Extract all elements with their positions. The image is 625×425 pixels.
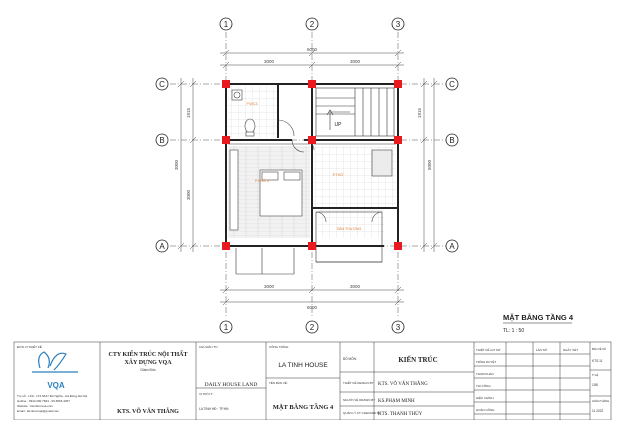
step-completion: HOÀN CÔNG [476,408,495,412]
grid-bubble-left-b [156,134,168,146]
column-c1 [222,80,230,88]
sink-icon [232,90,242,100]
room-label-bedroom: P.NGỦ 5 [255,179,269,183]
grid-label: B [449,136,455,145]
grid-label: A [449,242,455,251]
grid-label: 3 [395,20,401,29]
altar-icon [372,150,392,176]
column-b2 [308,136,316,144]
director-name: KTS. VÕ VĂN THẮNG [117,409,179,415]
discipline-label: BỘ MÔN: [343,357,357,361]
company-name-line2: XÂY DỰNG VQA [124,360,172,366]
plan-scale: TL: 1 : 50 [503,328,525,334]
step-approval: TRÌNH DUYỆT [476,360,497,364]
step-reference: THAM KHẢO [476,372,494,376]
column-c2 [308,80,316,88]
toilet-icon [245,119,255,133]
dimension-left-lower: 3000 [174,159,179,171]
discipline-value: KIẾN TRÚC [398,356,438,364]
company-address: Trụ sở : LK9 - LT2 6&17 Đô Nghĩa - Hà Đông-Hà Nội [17,394,88,398]
grid-label: 1 [223,20,229,29]
company-email: Email : kientrucvqa@gmail.com [17,409,60,413]
grid-label: B [159,136,165,145]
terrace-floor [318,210,384,238]
location-value: LA TINH HĐ · TP.HN [199,407,229,411]
unit-label: ĐƠN VỊ THIẾT KẾ [17,345,42,349]
step-construction: THI CÔNG [476,384,491,388]
column-b3 [394,136,402,144]
dimension-bottom-left: 3000 [263,284,275,289]
title-block [14,342,611,420]
grid-bubble-right-a [446,240,458,252]
company-logo-icon [32,352,78,372]
grid-label: A [159,242,165,251]
toilet-tank-icon [246,132,254,136]
dimension-left-middle: 3000 [186,189,191,201]
grid-bubble-bottom-2 [306,321,318,333]
grid-bubble-top-2 [306,18,318,30]
design-by: KTS. VÕ VĂN THẮNG [378,382,428,387]
completion-date: 11.2022 [592,409,604,413]
step-design: THIẾT KẾ CƠ SỞ [476,348,501,352]
logo-text: VQA [47,381,65,390]
dimension-left-upper: 1915 [186,107,191,119]
grid-bubble-right-b [446,134,458,146]
sheet-scale-label: TỈ LỆ [592,374,599,377]
drawing-name: MẶT BẰNG TẦNG 4 [272,404,334,411]
director-label: Giám Đốc [140,368,156,372]
staircase [316,88,394,136]
column-a1 [222,242,230,250]
investor-label: CHỦ ĐẦU TƯ [199,345,218,349]
grid-bubble-top-3 [392,18,404,30]
column-c3 [394,80,402,88]
sheet-number: KTS.11 [592,359,603,363]
dimension-top-right: 3000 [349,59,361,64]
grid-bubble-right-c [446,78,458,90]
checked-label: QUẢN LÝ KT CHECKED BY [343,411,382,415]
grid-label: 2 [309,323,315,332]
company-phone: Hotline : 0344.290.7843 - 09.6666.4457 [17,399,70,403]
drawn-by: KS.PHẠM MINH [378,399,415,404]
column-a3 [394,242,402,250]
drawn-label: NGƯỜI VẼ DRAWN BY [343,398,376,402]
wc-door-swing-icon [278,120,294,136]
grid-bubble-bottom-3 [392,321,404,333]
dimension-right-total: 5000 [427,159,432,171]
room-label-terrace: SÂN THƯỢNG [336,227,362,231]
checked-by: KTS. THANH THỦY [378,412,423,417]
header-review-date: NGÀY XÉT [563,348,579,352]
grid-label: 2 [309,20,315,29]
dimension-bottom-right: 3000 [349,284,361,289]
dimension-bottom-total: 6000 [306,305,318,310]
design-label: THIẾT KẾ DESIGN BY [343,381,374,385]
dimension-top-total: 6000 [306,47,318,52]
wardrobe-icon [230,150,238,230]
investor-name: DAILY HOUSE LAND [204,382,258,388]
stair-up-label: UP [334,122,342,128]
grid-bubble-left-c [156,78,168,90]
dimension-top-left: 3000 [263,59,275,64]
room-label-worship: P.THỜ [332,173,344,177]
location-label: VỊ TRÍ CT: [199,392,213,396]
room-label-wc: P.WC3 [246,102,258,106]
project-name: LA TINH HOUSE [278,362,328,369]
grid-label: 3 [395,323,401,332]
step-revision: HIỆU CHỈNH [476,396,494,400]
company-website: Website : kienttrucvoa.com [17,404,53,408]
dimension-right-upper: 1915 [417,107,422,119]
company-name-line1: CTY KIẾN TRÚC NỘI THẤT [108,352,188,358]
column-b1 [222,136,230,144]
column-a2 [308,242,316,250]
drawing-label: TÊN BẢN VẼ: [269,381,288,385]
grid-label: 1 [223,323,229,332]
header-revision-no: LẦN SỐ [536,348,548,352]
grid-label: C [159,80,165,89]
completion-label: HOÀN THÀNH [592,400,610,403]
grid-bubble-left-a [156,240,168,252]
grid-bubble-bottom-1 [220,321,232,333]
project-label: CÔNG TRÌNH: [269,345,289,349]
plan-title: MẶT BẰNG TẦNG 4 [503,313,573,322]
grid-bubble-top-1 [220,18,232,30]
grid-label: C [449,80,455,89]
sheet-scale: 1/50 [592,383,599,387]
sheet-label: BẢN VẼ SỐ [592,348,606,351]
